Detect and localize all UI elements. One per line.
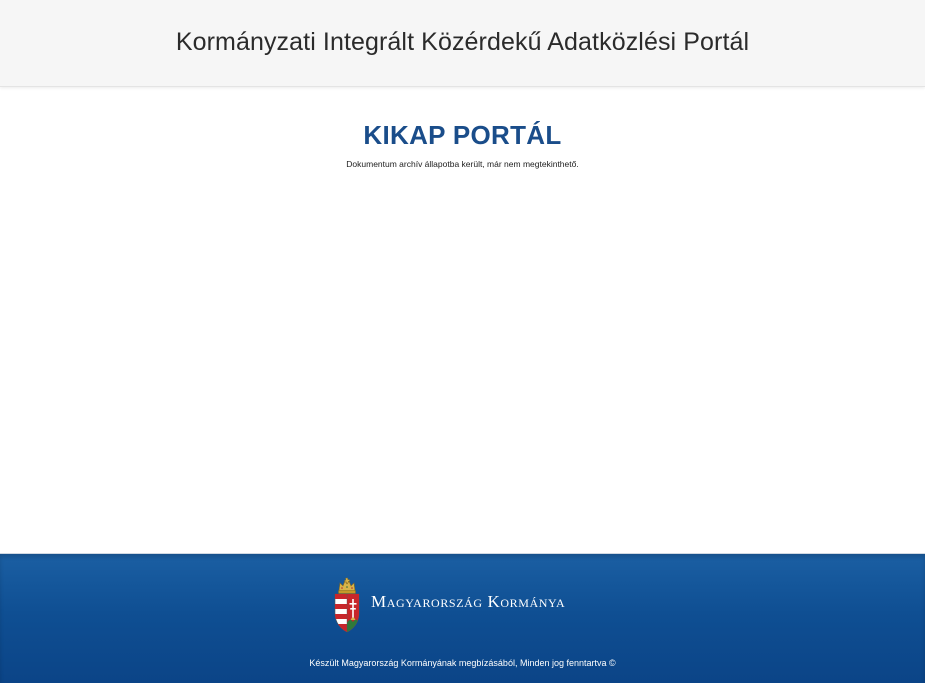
government-logo[interactable] bbox=[331, 577, 565, 633]
archive-status-message: Dokumentum archív állapotba került, már nem megtekinthető. bbox=[346, 159, 579, 169]
government-name: Magyarország Kormánya bbox=[371, 592, 566, 611]
top-header bbox=[0, 0, 925, 87]
page-title: KIKAP PORTÁL bbox=[363, 120, 562, 150]
main-content bbox=[0, 87, 925, 553]
footer bbox=[0, 553, 925, 683]
coat-of-arms-icon bbox=[331, 577, 363, 633]
copyright-text: Készült Magyarország Kormányának megbízásából, Minden jog fenntartva © bbox=[309, 658, 616, 668]
site-title: Kormányzati Integrált Közérdekű Adatközlési Portál bbox=[175, 27, 750, 56]
